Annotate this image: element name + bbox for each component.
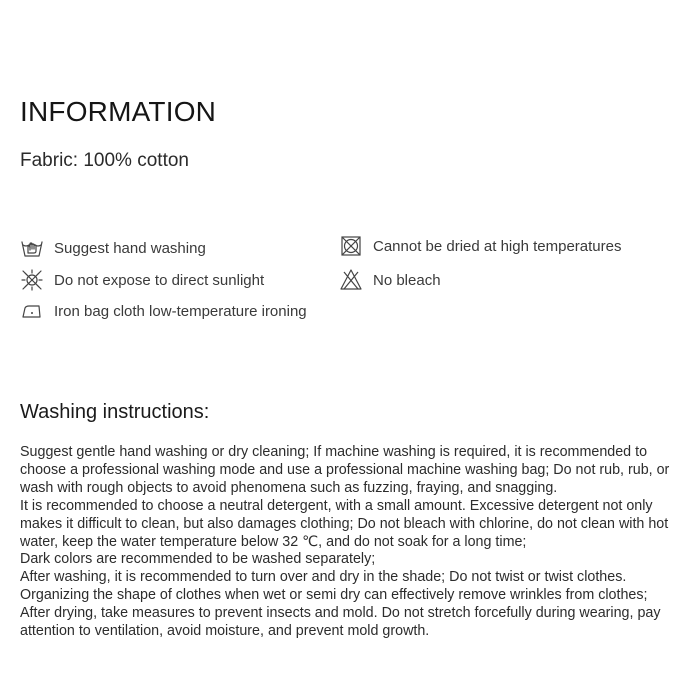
washing-instructions-body (20, 444, 682, 641)
care-label: Iron bag cloth low-temperature ironing (54, 302, 307, 320)
care-label: Suggest hand washing (54, 239, 206, 257)
hand-wash-icon (20, 236, 44, 260)
no-sunlight-icon (20, 268, 44, 292)
care-label: Do not expose to direct sunlight (54, 271, 265, 289)
no-bleach-icon (339, 268, 363, 292)
washing-paragraph: Dark colors are recommended to be washed separately; (20, 551, 376, 568)
low-temp-iron-icon (20, 299, 44, 323)
care-label: No bleach (373, 271, 441, 289)
no-tumble-dry-icon (339, 234, 363, 258)
washing-paragraph: It is recommended to choose a neutral detergent, with a small amount. Excessive detergent not only makes it difficult to clean, but also damages clothing; Do not bleach with chlorine, do not clean with hot water, keep the water temperature below 32 ℃, and do not soak for a long time; (20, 497, 669, 550)
fabric-info: Fabric: 100% cotton (20, 150, 189, 171)
washing-paragraph: After washing, it is recommended to turn over and dry in the shade; Do not twist or twist clothes. Organizing the shape of clothes when wet or semi dry can effectively remove wrinkles from clothes; (20, 569, 648, 604)
care-item-no-tumble-dry (339, 234, 622, 258)
washing-paragraph: After drying, take measures to prevent insects and mold. Do not stretch forcefully during wearing, pay attention to ventilation, avoid moisture, and prevent mold growth. (20, 605, 661, 640)
washing-paragraph: Suggest gentle hand washing or dry cleaning; If machine washing is required, it is recommended to choose a professional washing mode and use a professional machine washing bag; Do not rub, rub, or wash with rough objects to avoid phenomena such as fuzzing, fraying, and snagging. (20, 444, 670, 496)
care-item-low-temp-iron (20, 299, 307, 323)
care-item-no-bleach (339, 268, 441, 292)
care-item-hand-wash (20, 236, 206, 260)
page-title: INFORMATION (20, 96, 217, 127)
care-label: Cannot be dried at high temperatures (373, 237, 622, 255)
washing-instructions-title: Washing instructions: (20, 401, 210, 423)
care-item-no-sunlight (20, 268, 264, 292)
